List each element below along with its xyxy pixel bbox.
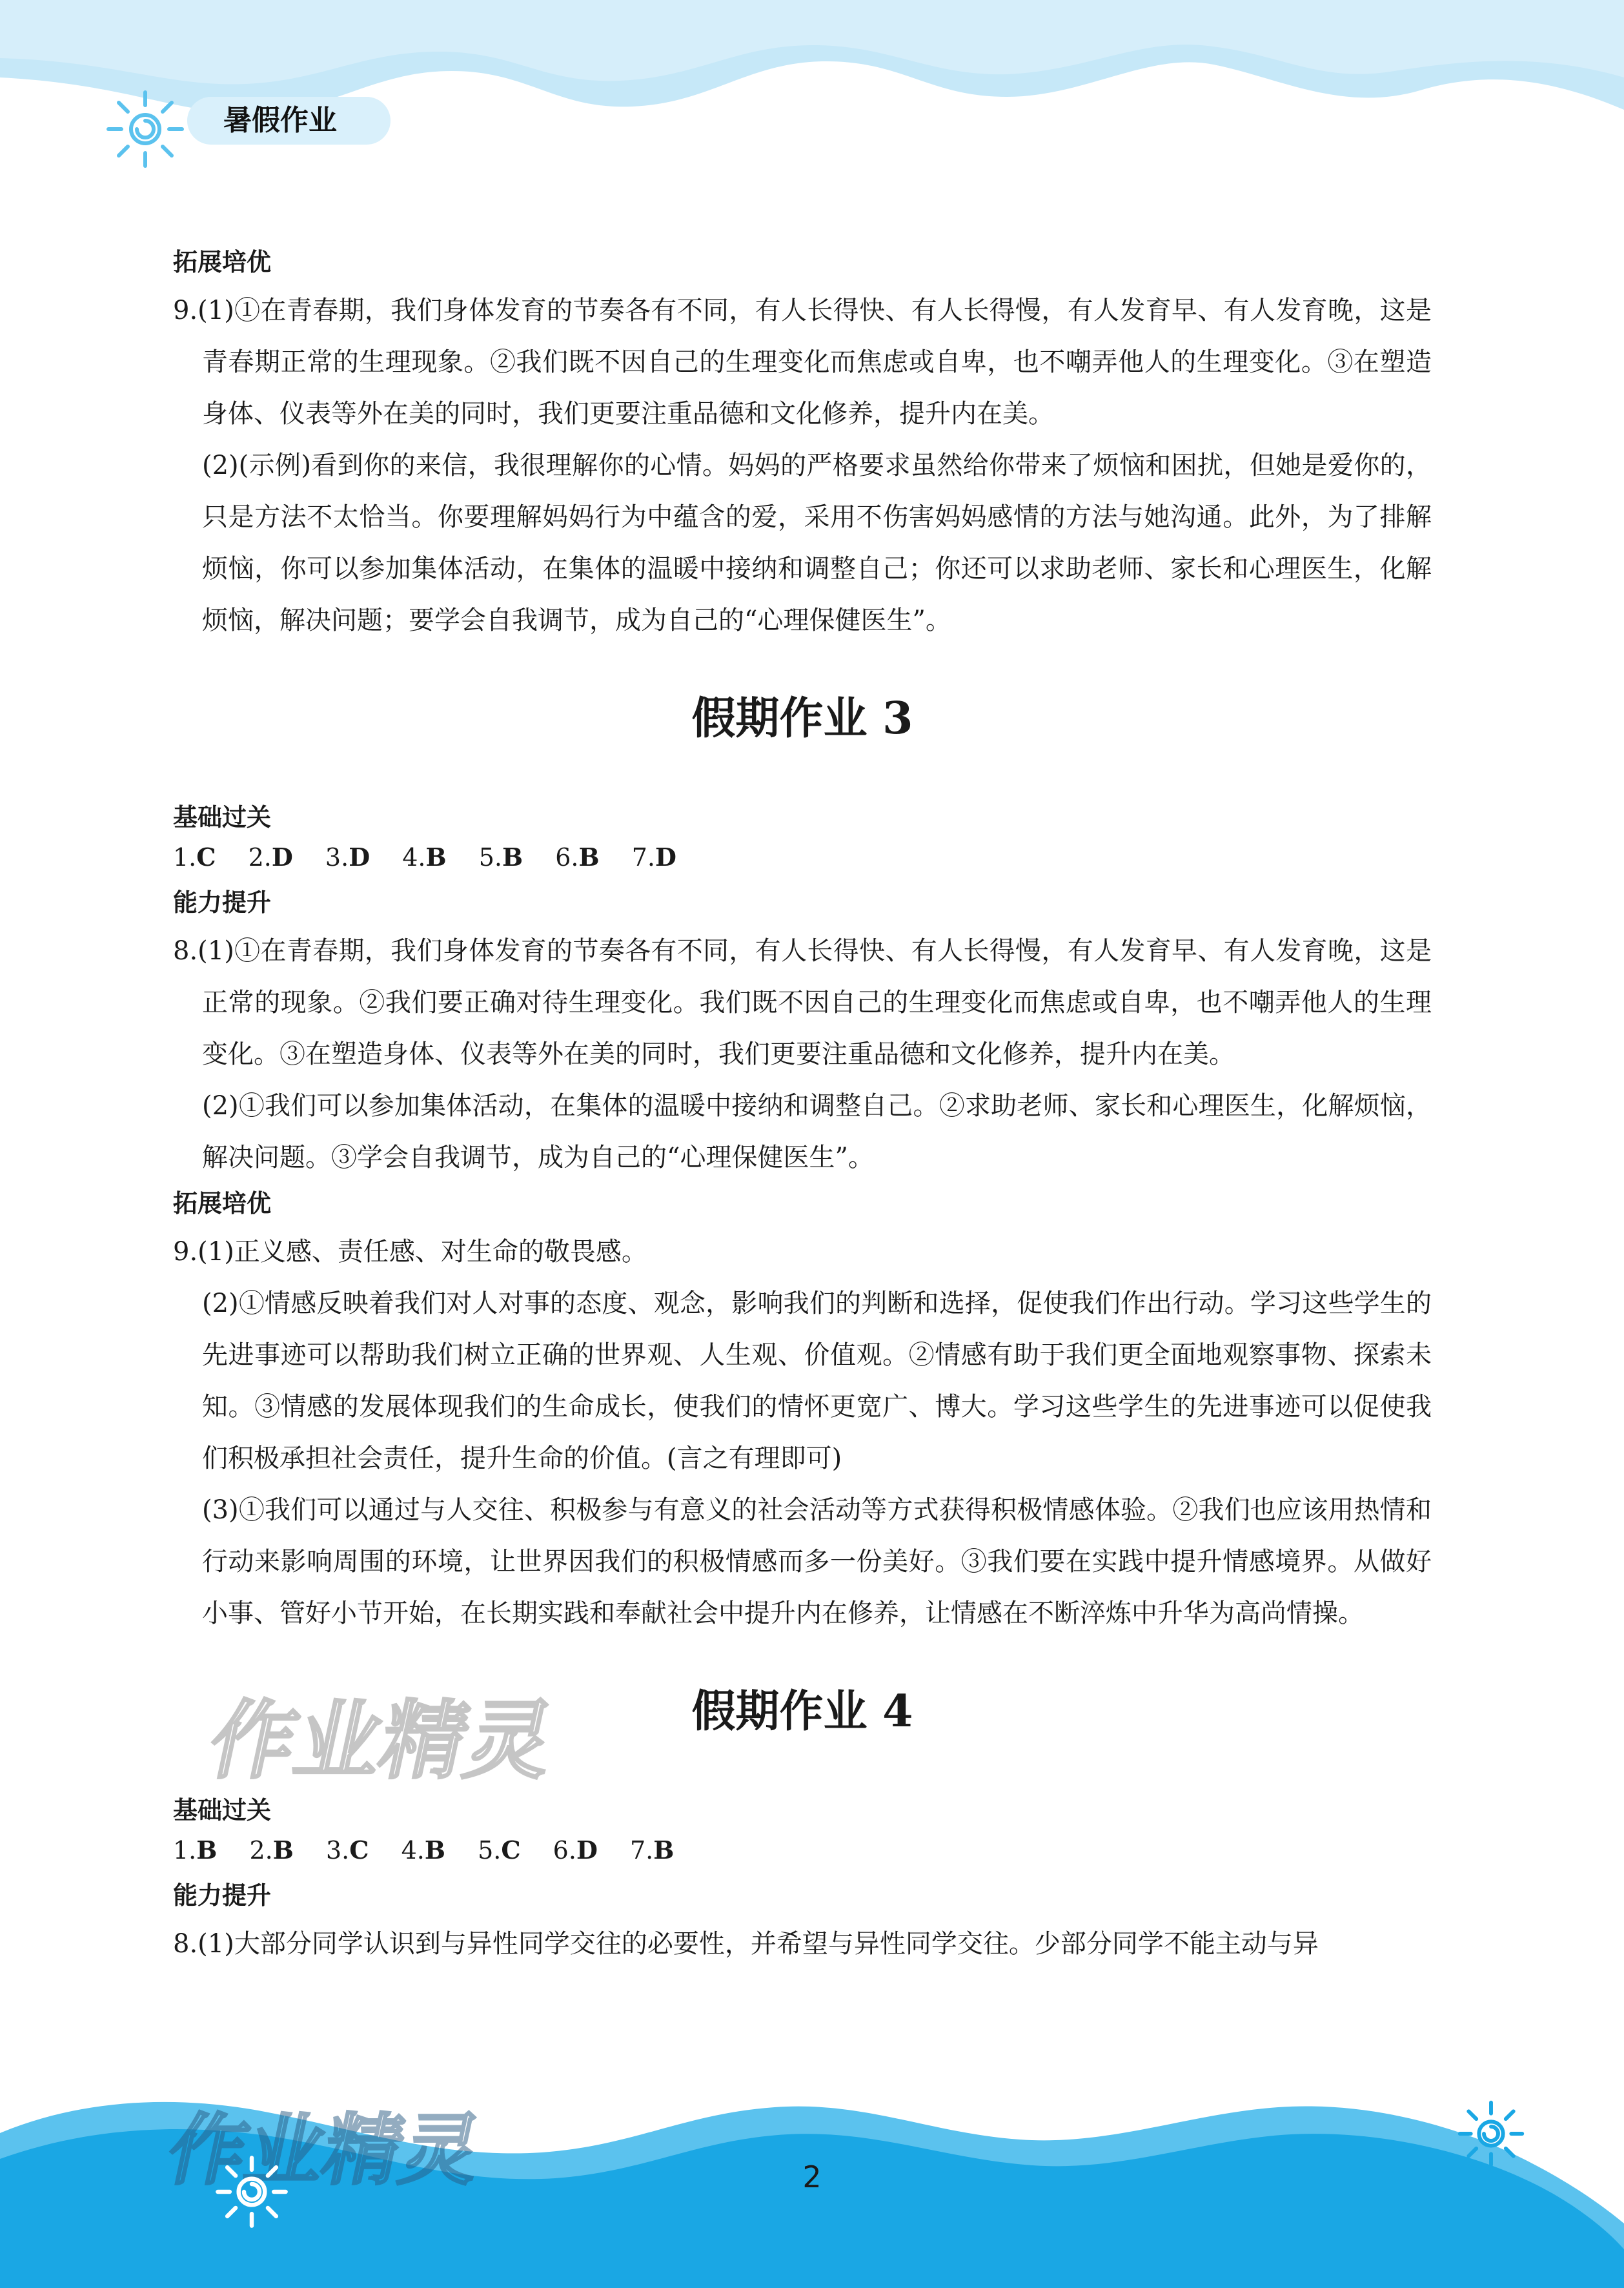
watermark-text-bottom: 作业精灵 xyxy=(159,2106,489,2196)
page-number: 2 xyxy=(802,2160,822,2194)
hw3-ability-heading: 能力提升 xyxy=(173,888,272,917)
answer-item: 5.C xyxy=(478,1835,521,1864)
hw3-extension-heading: 拓展培优 xyxy=(173,1189,272,1218)
hw4-q8-part1: 8.(1)大部分同学认识到与异性同学交往的必要性，并希望与异性同学交往。少部分同学不能主动与异 xyxy=(173,1929,1319,1959)
sun-icon-bottom-left xyxy=(213,2153,290,2231)
hw4-basic-heading: 基础过关 xyxy=(173,1796,272,1824)
answer-item: 4.B xyxy=(402,843,447,872)
answer-item: 7.B xyxy=(629,1835,675,1864)
hw3-q8-part1: 8.(1)①在青春期，我们身体发育的节奏各有不同，有人长得快、有人长得慢，有人发育早、有人发育晚，这是正常的现象。②我们要正确对待生理变化。我们既不因自己的生理变化而焦虑或自卑，也不嘲弄他人的生理变化。③在塑造身体、仪表等外在美的同时，我们更要注重品德和文化修养，提升内在美。 xyxy=(173,936,1432,1069)
hw4-answer-row xyxy=(173,1833,1432,1868)
answer-item: 5.B xyxy=(478,843,523,872)
answer-item: 3.C xyxy=(325,1835,369,1864)
answer-item: 7.D xyxy=(631,843,676,872)
q9-part2-answer: (2)(示例)看到你的来信，我很理解你的心情。妈妈的严格要求虽然给你带来了烦恼和困扰，但她是爱你的，只是方法不太恰当。你要理解妈妈行为中蕴含的爱，采用不伤害妈妈感情的方法与她沟通。此外，为了排解烦恼，你可以参加集体活动，在集体的温暖中接纳和调整自己；你还可以求助老师、家长和心理医生，化解烦恼，解决问题；要学会自我调节，成为自己的“心理保健医生”。 xyxy=(202,451,1432,635)
q9-part1-answer: 9.(1)①在青春期，我们身体发育的节奏各有不同，有人长得快、有人长得慢，有人发育早、有人发育晚，这是青春期正常的生理现象。②我们既不因自己的生理变化而焦虑或自卑，也不嘲弄他人的生理变化。③在塑造身体、仪表等外在美的同时，我们更要注重品德和文化修养，提升内在美。 xyxy=(173,296,1432,429)
hw3-q9-part1: 9.(1)正义感、责任感、对生命的敬畏感。 xyxy=(173,1237,647,1267)
hw4-ability-heading: 能力提升 xyxy=(173,1881,272,1910)
answer-item: 1.B xyxy=(173,1835,218,1864)
sun-icon-bottom-right xyxy=(1456,2098,1527,2169)
answer-item: 2.D xyxy=(248,843,293,872)
homework-3-title: 假期作业 3 xyxy=(691,693,913,744)
header-tab xyxy=(187,97,391,145)
header-label: 暑假作业 xyxy=(223,104,337,137)
answer-item: 2.B xyxy=(249,1835,294,1864)
section-heading-extension: 拓展培优 xyxy=(173,248,272,276)
answer-item: 3.D xyxy=(325,843,370,872)
answer-item: 4.B xyxy=(401,1835,445,1864)
hw3-q9-part2: (2)①情感反映着我们对人对事的态度、观念，影响我们的判断和选择，促使我们作出行动。学习这些学生的先进事迹可以帮助我们树立正确的世界观、人生观、价值观。②情感有助于我们更全面地观察事物、探索未知。③情感的发展体现我们的生命成长，使我们的情怀更宽广、博大。学习这些学生的先进事迹可以促使我们积极承担社会责任，提升生命的价值。(言之有理即可) xyxy=(202,1289,1432,1473)
hw3-answer-row xyxy=(173,840,1432,875)
sun-icon xyxy=(103,87,187,171)
answer-item: 6.B xyxy=(555,843,600,872)
answer-item: 6.D xyxy=(553,1835,598,1864)
homework-4-title: 假期作业 4 xyxy=(691,1686,913,1737)
answer-item: 1.C xyxy=(173,843,216,872)
hw3-q8-part2: (2)①我们可以参加集体活动，在集体的温暖中接纳和调整自己。②求助老师、家长和心理医生，化解烦恼，解决问题。③学会自我调节，成为自己的“心理保健医生”。 xyxy=(202,1091,1432,1172)
hw3-q9-part3: (3)①我们可以通过与人交往、积极参与有意义的社会活动等方式获得积极情感体验。②我们也应该用热情和行动来影响周围的环境，让世界因我们的积极情感而多一份美好。③我们要在实践中提升情感境界。从做好小事、管好小节开始，在长期实践和奉献社会中提升内在修养，让情感在不断淬炼中升华为高尚情操。 xyxy=(202,1495,1432,1628)
watermark-text: 作业精灵 xyxy=(201,1691,563,1791)
hw3-basic-heading: 基础过关 xyxy=(173,803,272,832)
